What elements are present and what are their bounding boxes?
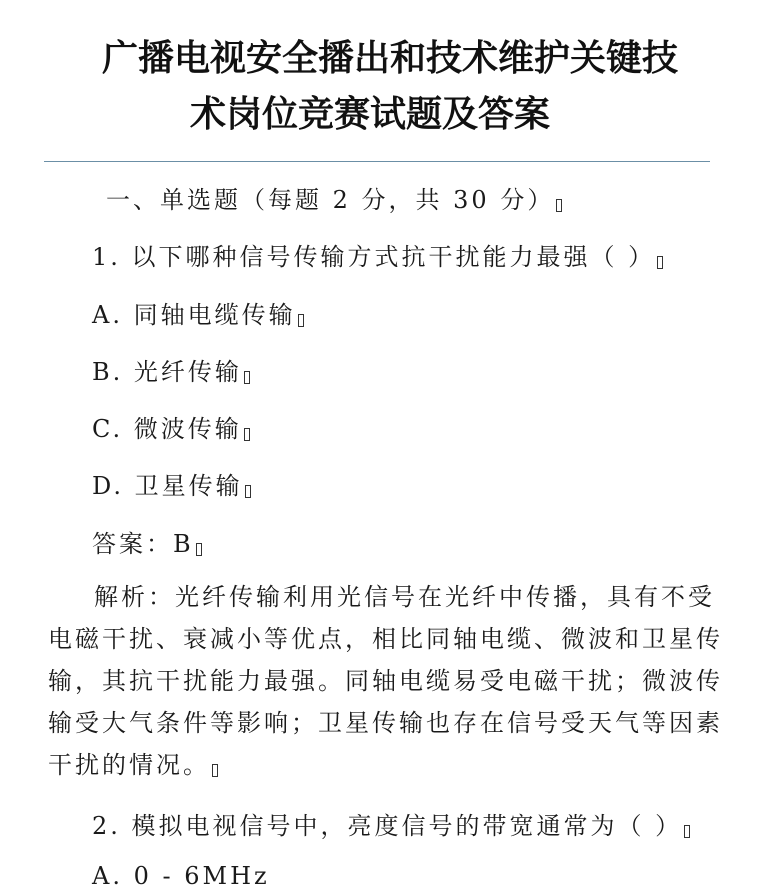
question-2-stem: 2. 模拟电视信号中，亮度信号的带宽通常为（ ） — [92, 806, 690, 841]
paragraph-mark-icon — [212, 764, 218, 777]
section-heading: 一、单选题（每题 2 分，共 30 分） — [106, 180, 562, 215]
paragraph-mark-icon — [244, 371, 250, 384]
question-1-option-a: A. 同轴电缆传输 — [92, 295, 304, 330]
question-1-stem: 1. 以下哪种信号传输方式抗干扰能力最强（ ） — [92, 237, 663, 272]
paragraph-mark-icon — [657, 256, 663, 269]
paragraph-mark-icon — [245, 485, 251, 498]
question-1-option-d: D. 卫星传输 — [92, 466, 251, 501]
title-divider — [44, 161, 710, 162]
question-1-option-b: B. 光纤传输 — [92, 352, 250, 387]
document-title-line-1: 广播电视安全播出和技术维护关键技 — [102, 38, 679, 79]
paragraph-mark-icon — [684, 825, 690, 838]
paragraph-mark-icon — [298, 314, 304, 327]
paragraph-mark-icon — [244, 428, 250, 441]
question-1-analysis: 解析：光纤传输利用光信号在光纤中传播，具有不受电磁干扰、衰减小等优点，相比同轴电缆、微波和卫星传输，其抗干扰能力最强。同轴电缆易受电磁干扰；微波传输受大气条件等影响；卫星传输也存在信号受天气等因素干扰的情况。 — [48, 583, 723, 779]
question-1-option-c: C. 微波传输 — [92, 409, 250, 444]
question-1-answer: 答案：B — [92, 524, 202, 559]
paragraph-mark-icon — [196, 543, 202, 556]
question-2-option-a: A. 0 - 6MHz — [92, 862, 270, 890]
document-title-line-2: 术岗位竞赛试题及答案 — [190, 94, 551, 135]
paragraph-mark-icon — [556, 199, 562, 212]
